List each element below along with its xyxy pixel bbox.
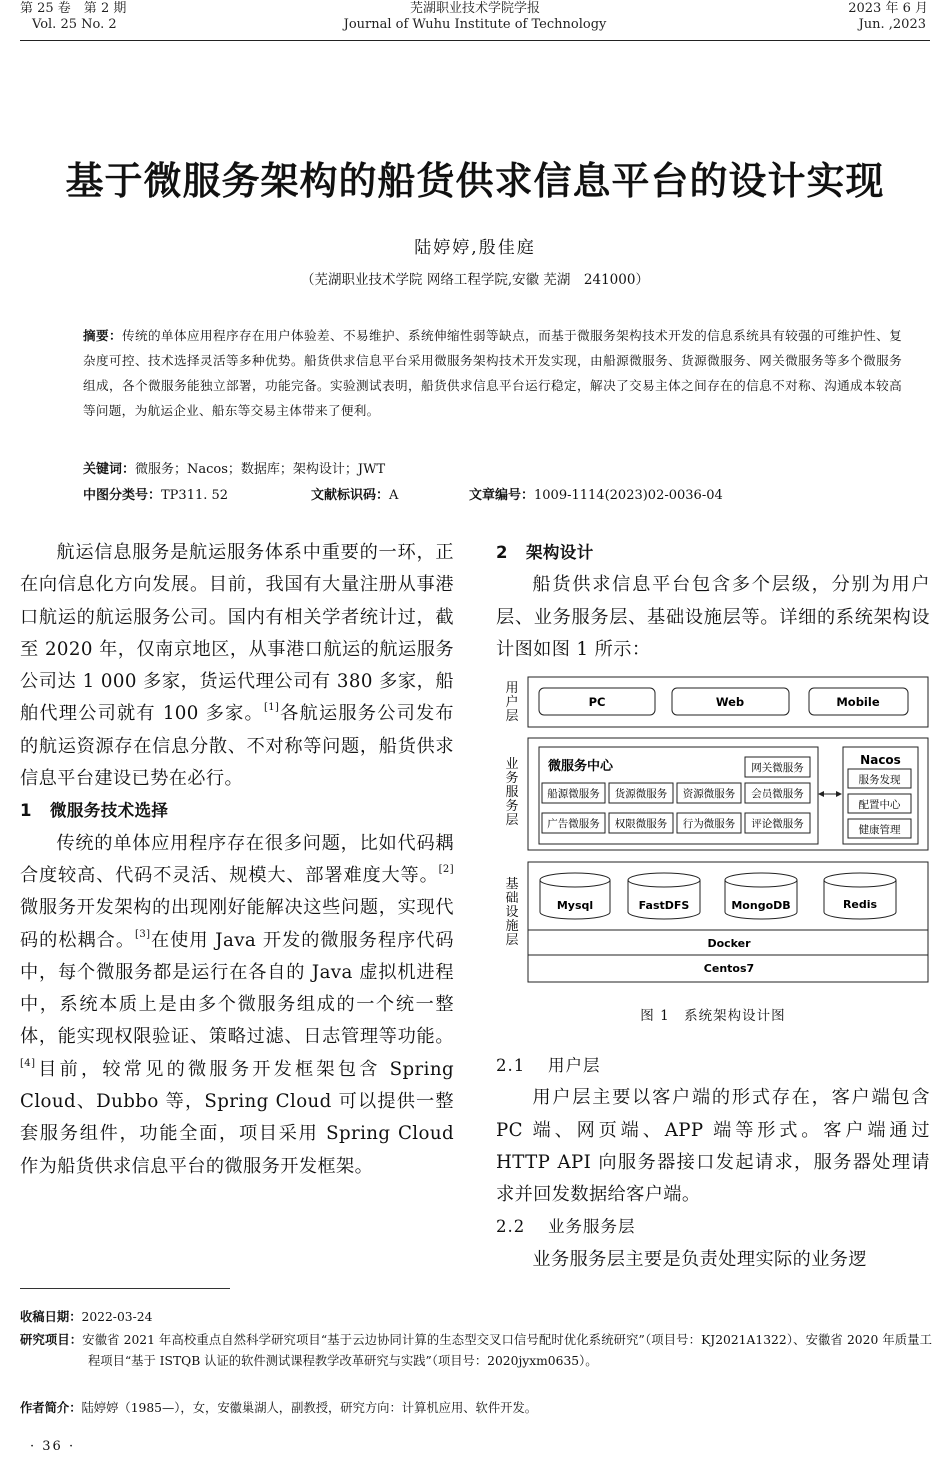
keywords [83,458,385,477]
volume-issue-en: Vol. 25 No. 2 [32,17,117,32]
db-fastdfs [628,873,700,919]
section-2-2-title: 业务服务层 [548,1217,636,1237]
db-redis-label: Redis [842,898,878,911]
auth-service: 权限微服务 [614,818,668,830]
arrow-head-left [818,791,824,797]
right-column-top [496,537,930,666]
section-2-2-paragraph: 业务服务层主要是负责处理实际的业务逻 [532,1248,867,1270]
citation-3: [3] [135,928,151,940]
service-layer-label-4: 务 [505,799,519,814]
service-discovery: 服务发现 [858,774,901,786]
service-layer-label-5: 层 [505,813,519,828]
infra-layer [505,862,928,982]
funding-text: 安徽省 2021 年高校重点自然科学研究项目“基于云边协同计算的生态型交叉口信号配时优化系统研究”（项目号：KJ2021A1322）、安徽省 2020 年质量工程项目“基于 ISTQB 认证的软件测试课程教学改革研究与实践”（项目号：2020jyxm0635）。 [82,1333,932,1368]
page-number: · 36 · [30,1439,76,1454]
intro-paragraph [20,537,454,795]
infra-layer-label-3: 设 [505,905,519,920]
infra-layer-label-1: 基 [505,877,519,892]
doc-code-label: 文献标识码： [311,488,390,503]
client-pc: PC [588,695,606,709]
nacos-title: Nacos [860,753,901,767]
db-mongodb [725,873,797,919]
doc-code-value: A [389,488,399,503]
clc-label: 中图分类号： [83,488,162,503]
db-mysql [540,873,610,919]
author-bio-label: 作者简介： [20,1401,82,1415]
abstract-text: 传统的单体应用程序存在用户体验差、不易维护、系统伸缩性弱等缺点，而基于微服务架构技术开发的信息系统具有较强的可维护性、复杂度可控、技术选择灵活等多种优势。船货供求信息平台采用微服务架构技术开发实现，由船源微服务、货源微服务、网关微服务等多个微服务组成，各个微服务能独立部署，功能完备。实验测试表明，船货供求信息平台运行稳定，解决了交易主体之间存在的信息不对称、沟通成本较高等问题，为航运企业、船东等交易主体带来了便利。 [83,328,903,418]
section-1-number: 1 [20,801,32,821]
section-2-2-number: 2.2 [496,1217,526,1237]
section-2-paragraph: 船货供求信息平台包含多个层级，分别为用户层、业务服务层、基础设施层等。详细的系统架构设计图如图 1 所示： [496,574,930,660]
user-layer-label-1: 用 [505,681,519,696]
volume-issue-cn: 第 25 卷 第 2 期 [20,1,127,16]
health-management: 健康管理 [858,824,901,836]
client-web: Web [715,695,745,709]
left-column [20,537,454,1183]
author-bio [20,1398,932,1419]
service-layer-label-3: 服 [505,785,519,800]
member-service: 会员微服务 [751,788,804,800]
db-mongodb-label: MongoDB [731,899,791,912]
sec1-text-a: 传统的单体应用程序存在很多问题，比如代码耦合度较高、代码不灵活、规模大、部署难度大等。 [20,832,454,886]
funding-note [20,1330,932,1372]
paper-title: 基于微服务架构的船货供求信息平台的设计实现 [65,159,885,203]
behavior-service: 行为微服务 [682,818,736,830]
infra-layer-label-2: 础 [505,891,519,906]
received-date [20,1307,932,1328]
service-layer-label-1: 业 [505,757,519,772]
resource-service: 资源微服务 [682,788,736,800]
received-date-label: 收稿日期： [20,1310,82,1324]
received-date-value: 2022-03-24 [81,1310,153,1324]
architecture-figure [496,676,930,988]
microservice-center-title: 微服务中心 [548,759,614,774]
intro-text-a: 航运信息服务是航运服务体系中重要的一环，正在向信息化方向发展。目前，我国有大量注册从事港口航运的航运服务公司。国内有相关学者统计过，截至 2020 年，仅南京地区，从事港口航运的航运服务公司达 1 000 多家，货运代理公司有 380 多家，船舶代理公司就有 100 多家。 [20,542,454,725]
config-center: 配置中心 [858,799,901,811]
ship-service: 船源微服务 [547,788,600,800]
os-label: Centos7 [703,962,755,975]
journal-name-en: Journal of Wuhu Institute of Technology [343,17,607,32]
figure-caption: 图 1 系统架构设计图 [640,1008,786,1024]
author-bio-text: 陆婷婷（1985—），女，安徽巢湖人，副教授，研究方向：计算机应用、软件开发。 [81,1401,538,1415]
journal-name-cn: 芜湖职业技术学院学报 [409,1,540,16]
article-no-label: 文章编号： [469,488,535,503]
citation-2: [2] [438,863,454,875]
article-no-value: 1009-1114(2023)02-0036-04 [534,488,723,503]
running-header [0,0,950,48]
cargo-service: 货源微服务 [614,788,668,800]
client-mobile: Mobile [836,695,880,709]
section-2-1-paragraph: 用户层主要以客户端的形式存在，客户端包含 PC 端、网页端、APP 端等形式。客户端通过 HTTP API 向服务器接口发起请求，服务器处理请求并回发数据给客户端。 [496,1087,930,1206]
user-layer-label-2: 户 [505,695,519,710]
comment-service: 评论微服务 [751,818,804,830]
db-fastdfs-label: FastDFS [638,899,690,912]
section-2-1-title: 用户层 [548,1056,601,1075]
user-layer-label-3: 层 [505,709,519,724]
sec1-text-b: 微服务开发架构的出现刚好能解决这些问题，实现代码的松耦合。 [20,897,454,951]
service-layer-label-2: 务 [505,771,519,786]
ad-service: 广告微服务 [547,818,600,830]
abstract [50,323,902,423]
section-2-2-heading [496,1211,930,1243]
section-2-title: 架构设计 [526,543,594,562]
citation-1: [1] [263,702,280,714]
affiliation: （芜湖职业技术学院 网络工程学院,安徽 芜湖 241000） [301,272,649,288]
section-2-heading [496,537,930,569]
clc-value: TP311. 52 [161,488,229,503]
footnote-rule [20,1288,230,1289]
keywords-label: 关键词： [83,462,136,477]
funding-label: 研究项目： [20,1333,83,1347]
gateway-service: 网关微服务 [751,762,804,774]
authors: 陆婷婷,殷佳庭 [414,238,536,258]
user-layer [505,677,928,727]
right-column-bottom [496,1050,930,1276]
sec1-text-d: 目前，较常见的微服务开发框架包含 Spring Cloud、Dubbo 等，Spring Cloud 可以提供一整套服务组件，功能全面，项目采用 Spring Cloud 作为船货供求信息平台的微服务开发框架。 [20,1058,454,1177]
sec1-text-c: 在使用 Java 开发的微服务程序代码中，每个微服务都是运行在各自的 Java 虚拟机进程中，系统本质上是由多个微服务组成的一个统一整体，能实现权限验证、策略过滤、日志管理等功能。 [20,929,454,1048]
header-rule [20,40,930,41]
db-mysql-label: Mysql [556,899,594,912]
infra-layer-label-5: 层 [505,933,519,948]
section-2-1-heading [496,1050,930,1082]
db-redis [824,873,896,919]
keywords-text: 微服务；Nacos；数据库；架构设计；JWT [135,462,386,477]
docker-label: Docker [707,937,751,950]
arrow-head-right [836,791,842,797]
classification-line [83,484,883,503]
section-1-paragraph [20,828,454,1183]
date-cn: 2023 年 6 月 [848,1,928,16]
infra-layer-label-4: 施 [505,919,519,934]
abstract-label: 摘要： [83,328,123,343]
section-2-number: 2 [496,543,508,562]
service-layer [505,738,928,850]
section-1-heading [20,795,454,827]
intro-text-b: 各航运服务公司发布的航运资源存在信息分散、不对称等问题，船货供求信息平台建设已势在必行。 [20,703,454,790]
section-1-title: 微服务技术选择 [50,801,169,821]
citation-4: [4] [20,1057,36,1069]
date-en: Jun. ,2023 [858,17,926,32]
section-2-1-number: 2.1 [496,1056,526,1075]
